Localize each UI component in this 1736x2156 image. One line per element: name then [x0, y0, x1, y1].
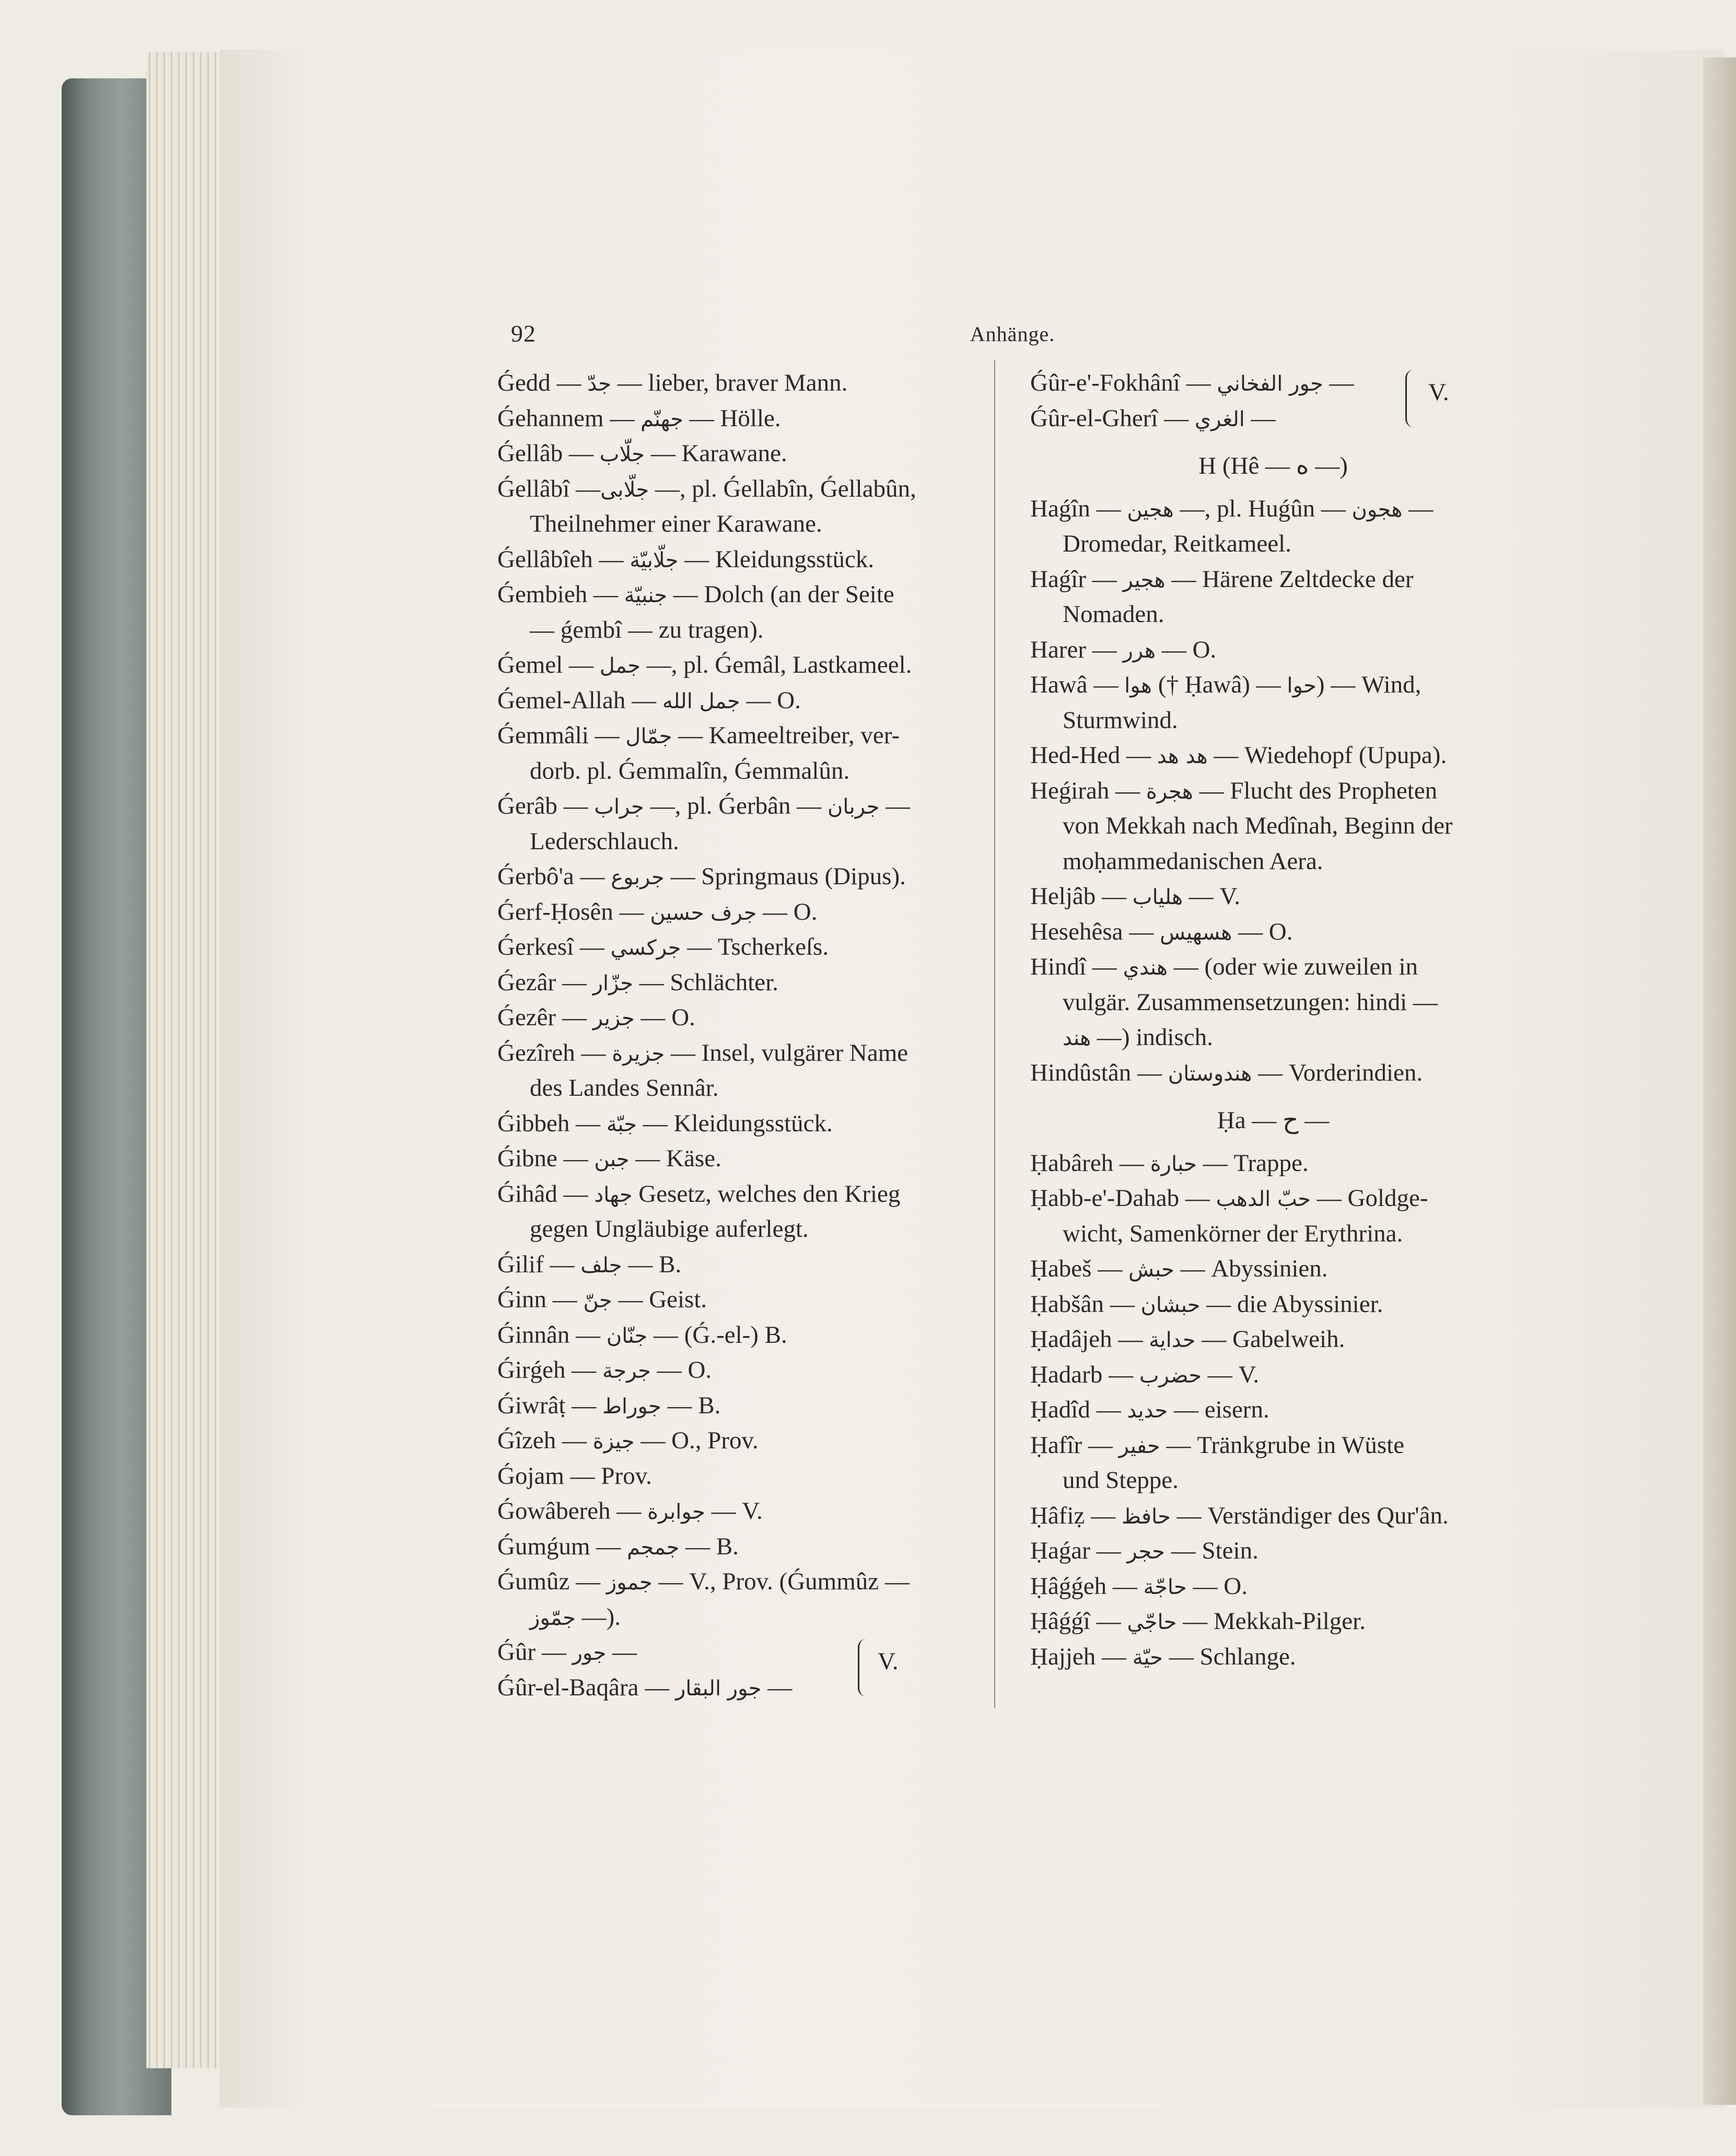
arabic-script: حاجّي: [1127, 1610, 1177, 1634]
entry-gloss: —).: [575, 1603, 621, 1631]
entry-term: Ǵellâbîeh —: [497, 545, 630, 573]
running-head: [511, 320, 1514, 351]
entry-gloss: — Flucht des Propheten: [1193, 777, 1438, 804]
entry-gloss: —: [606, 1638, 637, 1666]
dictionary-entry: [497, 930, 978, 965]
entry-term: Ǵirǵeh —: [497, 1356, 603, 1384]
dictionary-entry: [1030, 1639, 1516, 1675]
entry-gloss: — Trappe.: [1196, 1149, 1309, 1177]
entry-gloss: ) — Wind,: [1316, 671, 1422, 698]
dictionary-entry: [1030, 1569, 1516, 1604]
entry-gloss: —: [1323, 369, 1354, 396]
arabic-script: جنبيّة: [624, 583, 668, 607]
arabic-script: جلّابيّة: [630, 548, 679, 572]
dictionary-entry: [497, 1564, 978, 1600]
dictionary-entry: [1030, 1287, 1516, 1322]
entry-gloss: —: [1244, 404, 1276, 432]
dictionary-entry: [497, 648, 978, 683]
entry-term: vulgär. Zusammensetzungen: hindi —: [1063, 988, 1438, 1016]
arabic-script: جراب: [594, 795, 644, 819]
arabic-script: هند: [1063, 1026, 1091, 1050]
arabic-script: هلياب: [1132, 885, 1183, 909]
column-divider: [994, 360, 995, 1708]
entry-term: Ḥajjeh —: [1030, 1643, 1133, 1670]
dictionary-entry: [1030, 1533, 1516, 1569]
entry-continuation: [497, 507, 978, 542]
entry-gloss: († Ḥawâ) —: [1151, 671, 1287, 698]
entry-term: und Steppe.: [1063, 1467, 1179, 1494]
arabic-script: جبن: [594, 1147, 630, 1171]
entry-term: Ǵemel-Allah —: [497, 686, 662, 714]
entry-term: Heǵirah —: [1030, 777, 1146, 804]
entry-gloss: —, pl. Ǵellabîn, Ǵellabûn,: [649, 475, 916, 502]
entry-term: Ǵûr —: [497, 1638, 573, 1666]
entry-continuation: [1030, 703, 1516, 739]
entry-gloss: — Goldge-: [1311, 1185, 1428, 1212]
arabic-script: حجر: [1127, 1540, 1165, 1564]
arabic-script: هندوستان: [1168, 1061, 1252, 1086]
arabic-script: هد هد: [1157, 744, 1208, 768]
dictionary-entry: [497, 1423, 978, 1459]
arabic-script: جور البقار: [675, 1676, 762, 1701]
entry-gloss: — O.: [756, 898, 818, 925]
entry-gloss: —: [1402, 495, 1434, 522]
entry-continuation: [1030, 597, 1516, 632]
arabic-script: حبارة: [1150, 1152, 1197, 1176]
entry-term: Ǵerkesî —: [497, 933, 611, 960]
arabic-script: هوا: [1124, 674, 1152, 698]
entry-continuation: [497, 1071, 978, 1106]
entry-gloss: — Stein.: [1164, 1537, 1259, 1564]
entry-term: dorb. pl. Ǵemmalîn, Ǵemmalûn.: [530, 757, 850, 784]
entry-term: Ǵellâb —: [497, 440, 600, 467]
arabic-script: جركسي: [610, 936, 681, 960]
curly-brace: [1405, 370, 1414, 427]
entry-term: Ḥâǵǵeh —: [1030, 1572, 1144, 1600]
entry-term: Hindî —: [1030, 953, 1123, 980]
entry-term: Ǵibne —: [497, 1145, 595, 1172]
entry-continuation: [1030, 1020, 1516, 1056]
dictionary-entry: [497, 859, 978, 895]
entry-gloss: —, pl. Ǵerbân —: [644, 792, 828, 819]
arabic-script: جمجم: [627, 1535, 680, 1560]
entry-term: Lederschlauch.: [530, 827, 679, 855]
arabic-script: حديد: [1127, 1399, 1168, 1423]
entry-term: Ḥafîr —: [1030, 1431, 1119, 1459]
entry-term: — ǵembî — zu tragen).: [530, 616, 764, 643]
dictionary-entry: [497, 1106, 978, 1142]
entry-term: Ḥabb-e'-Dahab —: [1030, 1185, 1216, 1212]
entry-continuation: [1030, 809, 1516, 844]
arabic-script: جيزة: [592, 1429, 635, 1454]
entry-term: Ḥabšân —: [1030, 1290, 1141, 1318]
entry-gloss: — Tscherkeſs.: [681, 933, 829, 960]
entry-gloss: — O.: [1232, 918, 1293, 945]
entry-term: Ǵerf-Ḥosên —: [497, 898, 650, 925]
entry-gloss: — Mekkah-Pilger.: [1176, 1608, 1366, 1635]
arabic-script: جوراط: [602, 1394, 661, 1419]
entry-gloss: — Verständiger des Qur'ân.: [1170, 1502, 1449, 1529]
section-heading-h: H (Hê — ه —): [1198, 452, 1348, 479]
entry-term: Ǵîzeh —: [497, 1427, 593, 1454]
entry-gloss: — O.: [1155, 636, 1217, 663]
arabic-script: هجير: [1123, 568, 1166, 592]
entry-term: Haǵîr —: [1030, 565, 1123, 593]
arabic-script: حبشان: [1140, 1293, 1201, 1317]
entry-term: Ǵinnân —: [497, 1321, 607, 1349]
dictionary-entry: [497, 965, 978, 1001]
dictionary-entry: [1030, 950, 1516, 985]
dictionary-entry: [1030, 1498, 1516, 1534]
dictionary-entry: [1030, 879, 1516, 915]
arabic-script: جموز: [606, 1571, 653, 1595]
entry-term: Ḥadîd —: [1030, 1396, 1127, 1423]
section-h-entries: [1030, 491, 1516, 1091]
entry-term: Ǵihâd —: [497, 1180, 595, 1208]
left-entries: [497, 366, 978, 1635]
entry-gloss: — Käse.: [629, 1145, 721, 1172]
dictionary-entry: [1030, 491, 1516, 527]
entry-term: Ǵezîreh —: [497, 1039, 612, 1067]
entry-term: von Mekkah nach Medînah, Beginn der: [1063, 812, 1453, 839]
arabic-script: جمّوز: [530, 1606, 576, 1630]
dictionary-entry: [1030, 632, 1516, 668]
arabic-script: جربوع: [611, 865, 665, 889]
entry-gloss: — O.: [650, 1356, 712, 1384]
entry-continuation: [1030, 1463, 1516, 1498]
arabic-script: حيّة: [1132, 1645, 1163, 1670]
running-head-title: Anhänge.: [970, 322, 1055, 346]
dictionary-entry: [497, 472, 978, 507]
entry-term: Heljâb —: [1030, 883, 1133, 910]
entry-term: Sturmwind.: [1063, 706, 1178, 734]
entry-term: Haǵîn —: [1030, 495, 1127, 522]
entry-term: gegen Ungläubige auferlegt.: [530, 1215, 809, 1243]
dictionary-entry: [497, 401, 978, 437]
arabic-script: جلّاب: [599, 442, 645, 466]
dictionary-entry: [497, 1036, 978, 1071]
entry-term: Ḥabâreh —: [1030, 1149, 1150, 1177]
dictionary-entry: [497, 895, 978, 930]
entry-term: Ǵumûz —: [497, 1568, 607, 1595]
dictionary-entry: [497, 436, 978, 472]
dictionary-entry: [1030, 1428, 1516, 1463]
entry-term: Ǵezêr —: [497, 1004, 593, 1031]
bracket-label: V.: [1428, 379, 1449, 406]
entry-term: Ǵowâbereh —: [497, 1497, 648, 1525]
arabic-script: حبش: [1128, 1258, 1174, 1282]
entry-gloss: — Kameeltreiber, ver-: [672, 722, 900, 749]
arabic-script: هجين: [1127, 497, 1174, 522]
arabic-script: جزّار: [592, 971, 633, 995]
entry-term: Ǵiwrâṭ —: [497, 1391, 603, 1419]
entry-term: Hesehêsa —: [1030, 918, 1160, 945]
dictionary-entry: [1030, 1604, 1516, 1639]
entry-term: Ǵezâr —: [497, 968, 593, 996]
arabic-script: جور: [572, 1641, 607, 1665]
page-block-edge: [146, 52, 231, 2068]
entry-term: Dromedar, Reitkameel.: [1063, 530, 1291, 557]
bracketed-entry: [497, 1670, 978, 1706]
arabic-script: جنّان: [606, 1323, 648, 1348]
arabic-script: حداية: [1149, 1328, 1196, 1352]
arabic-script: حوا: [1287, 674, 1316, 698]
entry-gloss: — lieber, braver Mann.: [611, 369, 848, 396]
entry-gloss: — Tränkgrube in Wüste: [1160, 1431, 1405, 1459]
dictionary-entry: [497, 1529, 978, 1565]
dictionary-entry: [497, 1388, 978, 1424]
entry-gloss: — Gabelweih.: [1195, 1326, 1345, 1353]
entry-term: moḥammedanischen Aera.: [1063, 847, 1323, 875]
arabic-script: جزير: [592, 1006, 635, 1030]
arabic-script: حفير: [1119, 1434, 1160, 1458]
entry-gloss: — O., Prov.: [634, 1427, 759, 1454]
arabic-script: الغري: [1194, 407, 1245, 431]
dictionary-entry: [497, 1177, 978, 1212]
entry-continuation: [497, 613, 978, 648]
entry-gloss: — Schlange.: [1163, 1643, 1296, 1670]
entry-gloss: — (Ǵ.-el-) B.: [647, 1321, 787, 1349]
entry-gloss: — Kleidungsstück.: [637, 1109, 833, 1137]
dictionary-entry: [1030, 1251, 1516, 1287]
entry-term: Ḥadarb —: [1030, 1361, 1139, 1388]
entry-gloss: — Karawane.: [645, 440, 787, 467]
entry-term: Ǵibbeh —: [497, 1109, 607, 1137]
curly-brace: [858, 1639, 867, 1696]
arabic-script: جمل الله: [662, 689, 740, 713]
entry-gloss: —: [761, 1673, 793, 1701]
dictionary-entry: [497, 1494, 978, 1529]
arabic-script: هندي: [1123, 956, 1168, 980]
arabic-script: جمّال: [625, 724, 672, 748]
entry-term: Ǵembieh —: [497, 581, 624, 608]
entry-gloss: — B.: [679, 1532, 739, 1560]
entry-term: Ǵehannem —: [497, 404, 641, 432]
section-heading-ha: Ḥa — ح —: [1217, 1107, 1330, 1134]
entry-gloss: — Kleidungsstück.: [678, 545, 875, 573]
arabic-script: جبّة: [606, 1112, 637, 1136]
arabic-script: جدّ: [587, 372, 612, 396]
arabic-script: جور الفخاني: [1217, 372, 1323, 396]
entry-gloss: —, pl. Huǵûn —: [1173, 495, 1352, 522]
dictionary-entry: [497, 577, 978, 613]
dictionary-entry: [497, 542, 978, 578]
arabic-script: حاجّة: [1143, 1575, 1187, 1599]
arabic-script: هجون: [1351, 497, 1403, 522]
arabic-script: حافظ: [1121, 1504, 1171, 1529]
entry-term: Theilnehmer einer Karawane.: [530, 510, 822, 537]
right-column: [1030, 366, 1516, 1674]
entry-gloss: — Wiedehopf (Upupa).: [1207, 742, 1447, 769]
arabic-script: هجرة: [1146, 779, 1193, 804]
dictionary-entry: [1030, 562, 1516, 597]
left-bracket-group: [497, 1635, 978, 1705]
arabic-script: جلف: [580, 1253, 622, 1278]
dictionary-entry: [1030, 1322, 1516, 1357]
entry-gloss: — Abyssinien.: [1174, 1255, 1328, 1282]
entry-term: Ḥadâjeh —: [1030, 1326, 1149, 1353]
arabic-script: جهاد: [594, 1182, 633, 1207]
entry-term: Hawâ —: [1030, 671, 1125, 698]
entry-term: Ḥâǵǵî —: [1030, 1608, 1127, 1635]
entry-continuation: [497, 824, 978, 860]
entry-term: Ǵellâbî —: [497, 475, 601, 502]
dictionary-entry: [497, 1318, 978, 1353]
entry-continuation: [1030, 526, 1516, 562]
entry-continuation: [497, 1212, 978, 1247]
entry-gloss: —) indisch.: [1091, 1024, 1213, 1051]
entry-term: des Landes Sennâr.: [530, 1074, 719, 1102]
entry-gloss: —: [879, 792, 911, 819]
arabic-script: جنّ: [583, 1288, 612, 1313]
entry-term: Nomaden.: [1063, 601, 1164, 628]
entry-term: Ḥâfiẓ —: [1030, 1502, 1122, 1529]
entry-term: Ǵilif —: [497, 1250, 581, 1278]
entry-gloss: — Vorderindien.: [1252, 1059, 1423, 1086]
entry-continuation: [1030, 1216, 1516, 1252]
entry-term: Ḥaǵar —: [1030, 1537, 1127, 1564]
entry-gloss: — Insel, vulgärer Name: [665, 1039, 908, 1067]
dictionary-entry: [497, 1247, 978, 1283]
entry-continuation: [497, 754, 978, 789]
arabic-script: جوابرة: [647, 1500, 705, 1524]
dictionary-entry: [1030, 1392, 1516, 1428]
arabic-script: حبّ الدهب: [1216, 1187, 1311, 1211]
entry-gloss: — V., Prov. (Ǵummûz —: [652, 1568, 910, 1595]
entry-term: Ǵedd —: [497, 369, 588, 396]
entry-gloss: Gesetz, welches den Krieg: [632, 1180, 901, 1208]
entry-term: wicht, Samenkörner der Erythrina.: [1063, 1220, 1403, 1247]
entry-term: Ǵûr-e'-Fokhânî —: [1030, 369, 1217, 396]
entry-term: Ǵumǵum —: [497, 1532, 627, 1560]
bracket-label: V.: [878, 1648, 899, 1675]
entry-term: Hed-Hed —: [1030, 742, 1157, 769]
entry-gloss: — O.: [634, 1004, 695, 1031]
entry-gloss: — V.: [1201, 1361, 1260, 1388]
entry-gloss: — eisern.: [1168, 1396, 1269, 1423]
dictionary-entry: [497, 1353, 978, 1388]
arabic-script: جزيرة: [612, 1041, 665, 1066]
arabic-script: جرف حسين: [650, 900, 757, 925]
bracketed-entry: [497, 1635, 978, 1670]
entry-continuation: [497, 1600, 978, 1635]
entry-gloss: —, pl. Ǵemâl, Lastkameel.: [640, 651, 912, 678]
dictionary-entry: [497, 1141, 978, 1177]
entry-gloss: — Springmaus (Dipus).: [664, 863, 906, 890]
dictionary-entry: [497, 683, 978, 719]
entry-continuation: [1030, 985, 1516, 1021]
entry-gloss: — V.: [705, 1497, 763, 1525]
arabic-script: جلّابی: [600, 477, 649, 502]
entry-term: Hindûstân —: [1030, 1059, 1168, 1086]
dictionary-entry: [497, 366, 978, 401]
arabic-script: هسهيس: [1159, 920, 1232, 945]
arabic-script: حضرب: [1139, 1363, 1202, 1388]
page-right-edge: [1703, 57, 1736, 2105]
entry-gloss: — Härene Zeltdecke der: [1165, 565, 1414, 593]
dictionary-entry: [1030, 1146, 1516, 1181]
entry-term: Harer —: [1030, 636, 1123, 663]
left-column: [497, 366, 978, 1705]
dictionary-entry: [497, 789, 978, 824]
dictionary-entry: [1030, 774, 1516, 809]
dictionary-entry: [497, 1459, 978, 1494]
arabic-script: جمل: [599, 654, 640, 678]
entry-term: Ǵojam — Prov.: [497, 1462, 652, 1490]
dictionary-entry: [497, 1000, 978, 1036]
entry-gloss: — B.: [622, 1250, 682, 1278]
entry-gloss: — Geist.: [612, 1286, 707, 1313]
entry-gloss: — V.: [1183, 883, 1241, 910]
entry-gloss: — Hölle.: [683, 404, 781, 432]
arabic-script: جربان: [828, 795, 880, 819]
right-bracket-group: [1030, 366, 1516, 436]
entry-gloss: — Schlächter.: [633, 968, 778, 996]
entry-term: Ǵinn —: [497, 1286, 584, 1313]
dictionary-entry: [1030, 915, 1516, 950]
entry-gloss: — O.: [740, 686, 801, 714]
entry-continuation: [1030, 844, 1516, 880]
dictionary-entry: [497, 718, 978, 754]
entry-gloss: — O.: [1186, 1572, 1248, 1600]
dictionary-entry: [1030, 1357, 1516, 1393]
arabic-script: جرجة: [602, 1359, 651, 1383]
section-ha-entries: [1030, 1146, 1516, 1675]
entry-gloss: — (oder wie zuweilen in: [1168, 953, 1418, 980]
entry-term: Ḥabeš —: [1030, 1255, 1128, 1282]
entry-gloss: — B.: [661, 1391, 721, 1419]
dictionary-entry: [1030, 1181, 1516, 1216]
entry-term: Ǵemel —: [497, 651, 600, 678]
entry-term: Ǵûr-el-Gherî —: [1030, 404, 1195, 432]
dictionary-entry: [1030, 738, 1516, 774]
entry-term: Ǵerâb —: [497, 792, 595, 819]
entry-term: Ǵûr-el-Baqâra —: [497, 1673, 675, 1701]
entry-gloss: — die Abyssinier.: [1200, 1290, 1383, 1318]
entry-term: Ǵemmâli —: [497, 722, 626, 749]
arabic-script: هرر: [1123, 638, 1156, 663]
entry-gloss: — Dolch (an der Seite: [667, 581, 894, 608]
dictionary-entry: [1030, 667, 1516, 703]
entry-term: Ǵerbô'a —: [497, 863, 611, 890]
page-number: 92: [511, 320, 536, 347]
arabic-script: جهنّم: [640, 407, 683, 431]
dictionary-entry: [1030, 1056, 1516, 1091]
dictionary-entry: [497, 1282, 978, 1318]
